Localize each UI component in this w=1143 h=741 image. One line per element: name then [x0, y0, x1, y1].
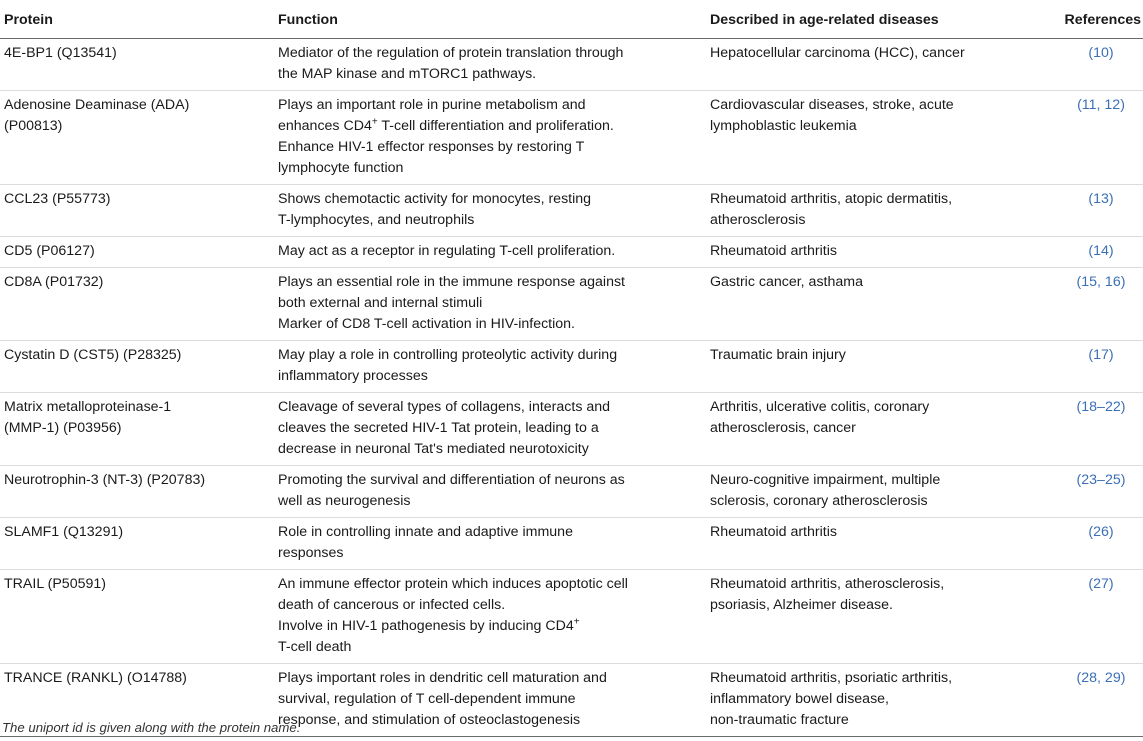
header-protein: Protein — [0, 4, 274, 39]
cell-diseases — [706, 39, 1033, 91]
cell-line: Traumatic brain injury — [710, 347, 846, 363]
reference-link[interactable]: (11, 12) — [1033, 91, 1143, 185]
cell-line: Rheumatoid arthritis — [710, 243, 837, 259]
cell-line: May act as a receptor in regulating T-cell proliferation. — [278, 243, 616, 259]
cell-line: May play a role in controlling proteolytic activity during — [278, 347, 618, 363]
cell-line: (MMP-1) (P03956) — [4, 420, 122, 436]
cell-function — [274, 664, 706, 737]
cell-line: Rheumatoid arthritis, atopic dermatitis, — [710, 191, 953, 207]
reference-link[interactable]: (18–22) — [1033, 393, 1143, 466]
cell-line: both external and internal stimuli — [278, 295, 483, 311]
cell-line: TRANCE (RANKL) (O14788) — [4, 670, 187, 686]
cell-line: Cystatin D (CST5) (P28325) — [4, 347, 182, 363]
table-row — [0, 393, 1143, 466]
table-row — [0, 185, 1143, 237]
table-row — [0, 237, 1143, 268]
cell-line: CD8A (P01732) — [4, 274, 104, 290]
cell-line: response, and stimulation of osteoclastogenesis — [278, 712, 581, 728]
cell-line: inflammatory processes — [278, 368, 428, 384]
cell-line: CD5 (P06127) — [4, 243, 95, 259]
cell-diseases — [706, 570, 1033, 664]
reference-link[interactable]: (13) — [1033, 185, 1143, 237]
cell-protein — [0, 91, 274, 185]
cell-line: survival, regulation of T cell-dependent immune — [278, 691, 576, 707]
cell-line: psoriasis, Alzheimer disease. — [710, 597, 893, 613]
cell-diseases — [706, 91, 1033, 185]
cell-line: Gastric cancer, asthama — [710, 274, 863, 290]
cell-line: Rheumatoid arthritis — [710, 524, 837, 540]
reference-link[interactable]: (17) — [1033, 341, 1143, 393]
cell-protein — [0, 570, 274, 664]
header-references: References — [1033, 4, 1143, 39]
cell-diseases — [706, 466, 1033, 518]
cell-protein — [0, 466, 274, 518]
cell-line: decrease in neuronal Tat's mediated neurotoxicity — [278, 441, 589, 457]
header-function: Function — [274, 4, 706, 39]
table-footnote: The uniport id is given along with the protein name. — [2, 720, 301, 735]
cell-function — [274, 341, 706, 393]
cell-diseases — [706, 185, 1033, 237]
cell-protein — [0, 185, 274, 237]
cell-function — [274, 91, 706, 185]
cell-line: Rheumatoid arthritis, atherosclerosis, — [710, 576, 945, 592]
protein-table — [0, 4, 1143, 737]
cell-line: Neuro-cognitive impairment, multiple — [710, 472, 941, 488]
table-row — [0, 466, 1143, 518]
reference-link[interactable]: (10) — [1033, 39, 1143, 91]
cell-line: inflammatory bowel disease, — [710, 691, 889, 707]
reference-link[interactable]: (15, 16) — [1033, 268, 1143, 341]
cell-line: atherosclerosis — [710, 212, 806, 228]
cell-line: T-lymphocytes, and neutrophils — [278, 212, 475, 228]
cell-diseases — [706, 268, 1033, 341]
cell-line: lymphoblastic leukemia — [710, 118, 857, 134]
table-row — [0, 39, 1143, 91]
cell-line: Promoting the survival and differentiation of neurons as — [278, 472, 625, 488]
cell-function — [274, 39, 706, 91]
cell-line: Hepatocellular carcinoma (HCC), cancer — [710, 45, 965, 61]
cell-line: sclerosis, coronary atherosclerosis — [710, 493, 928, 509]
cell-line: SLAMF1 (Q13291) — [4, 524, 124, 540]
reference-link[interactable]: (27) — [1033, 570, 1143, 664]
cell-line: atherosclerosis, cancer — [710, 420, 856, 436]
cell-function — [274, 393, 706, 466]
table-row — [0, 91, 1143, 185]
table-row — [0, 341, 1143, 393]
table-row — [0, 268, 1143, 341]
cell-line: Adenosine Deaminase (ADA) — [4, 97, 190, 113]
cell-line: well as neurogenesis — [278, 493, 411, 509]
cell-line: responses — [278, 545, 344, 561]
cell-line: 4E-BP1 (Q13541) — [4, 45, 117, 61]
cell-function — [274, 518, 706, 570]
cell-function — [274, 237, 706, 268]
cell-function — [274, 185, 706, 237]
cell-line: Cleavage of several types of collagens, interacts and — [278, 399, 611, 415]
cell-diseases — [706, 393, 1033, 466]
cell-protein — [0, 39, 274, 91]
reference-link[interactable]: (26) — [1033, 518, 1143, 570]
table-row — [0, 518, 1143, 570]
cell-line: (P00813) — [4, 118, 63, 134]
cell-protein — [0, 518, 274, 570]
reference-link[interactable]: (28, 29) — [1033, 664, 1143, 737]
cell-protein — [0, 341, 274, 393]
cell-function — [274, 268, 706, 341]
cell-protein — [0, 393, 274, 466]
cell-line: Role in controlling innate and adaptive immune — [278, 524, 573, 540]
cell-line: Marker of CD8 T-cell activation in HIV-infection. — [278, 316, 576, 332]
cell-line: An immune effector protein which induces apoptotic cell — [278, 576, 628, 592]
reference-link[interactable]: (14) — [1033, 237, 1143, 268]
cell-line: Neurotrophin-3 (NT-3) (P20783) — [4, 472, 206, 488]
cell-line: death of cancerous or infected cells. — [278, 597, 506, 613]
cell-diseases — [706, 664, 1033, 737]
cell-function — [274, 570, 706, 664]
cell-protein — [0, 268, 274, 341]
cell-line: Shows chemotactic activity for monocytes, resting — [278, 191, 592, 207]
cell-diseases — [706, 341, 1033, 393]
cell-line: Arthritis, ulcerative colitis, coronary — [710, 399, 930, 415]
cell-line: enhances CD4+ T-cell differentiation and proliferation. — [278, 116, 614, 134]
cell-line: Enhance HIV-1 effector responses by restoring T — [278, 139, 585, 155]
cell-line: T-cell death — [278, 639, 352, 655]
cell-line: cleaves the secreted HIV-1 Tat protein, leading to a — [278, 420, 599, 436]
header-row — [0, 4, 1143, 39]
table-row — [0, 570, 1143, 664]
cell-line: Plays important roles in dendritic cell maturation and — [278, 670, 607, 686]
cell-diseases — [706, 237, 1033, 268]
cell-line: non-traumatic fracture — [710, 712, 849, 728]
cell-line: Cardiovascular diseases, stroke, acute — [710, 97, 954, 113]
table-body — [0, 39, 1143, 737]
cell-line: Plays an essential role in the immune response against — [278, 274, 625, 290]
cell-diseases — [706, 518, 1033, 570]
header-diseases: Described in age-related diseases — [706, 4, 1033, 39]
cell-line: Plays an important role in purine metabolism and — [278, 97, 586, 113]
cell-line: CCL23 (P55773) — [4, 191, 111, 207]
cell-protein — [0, 237, 274, 268]
cell-line: Mediator of the regulation of protein translation through — [278, 45, 624, 61]
cell-line: the MAP kinase and mTORC1 pathways. — [278, 66, 537, 82]
cell-function — [274, 466, 706, 518]
cell-line: Involve in HIV-1 pathogenesis by inducing CD4+ — [278, 616, 580, 634]
cell-line: Matrix metalloproteinase-1 — [4, 399, 172, 415]
cell-line: Rheumatoid arthritis, psoriatic arthritis, — [710, 670, 953, 686]
reference-link[interactable]: (23–25) — [1033, 466, 1143, 518]
cell-line: TRAIL (P50591) — [4, 576, 106, 592]
cell-line: lymphocyte function — [278, 160, 404, 176]
